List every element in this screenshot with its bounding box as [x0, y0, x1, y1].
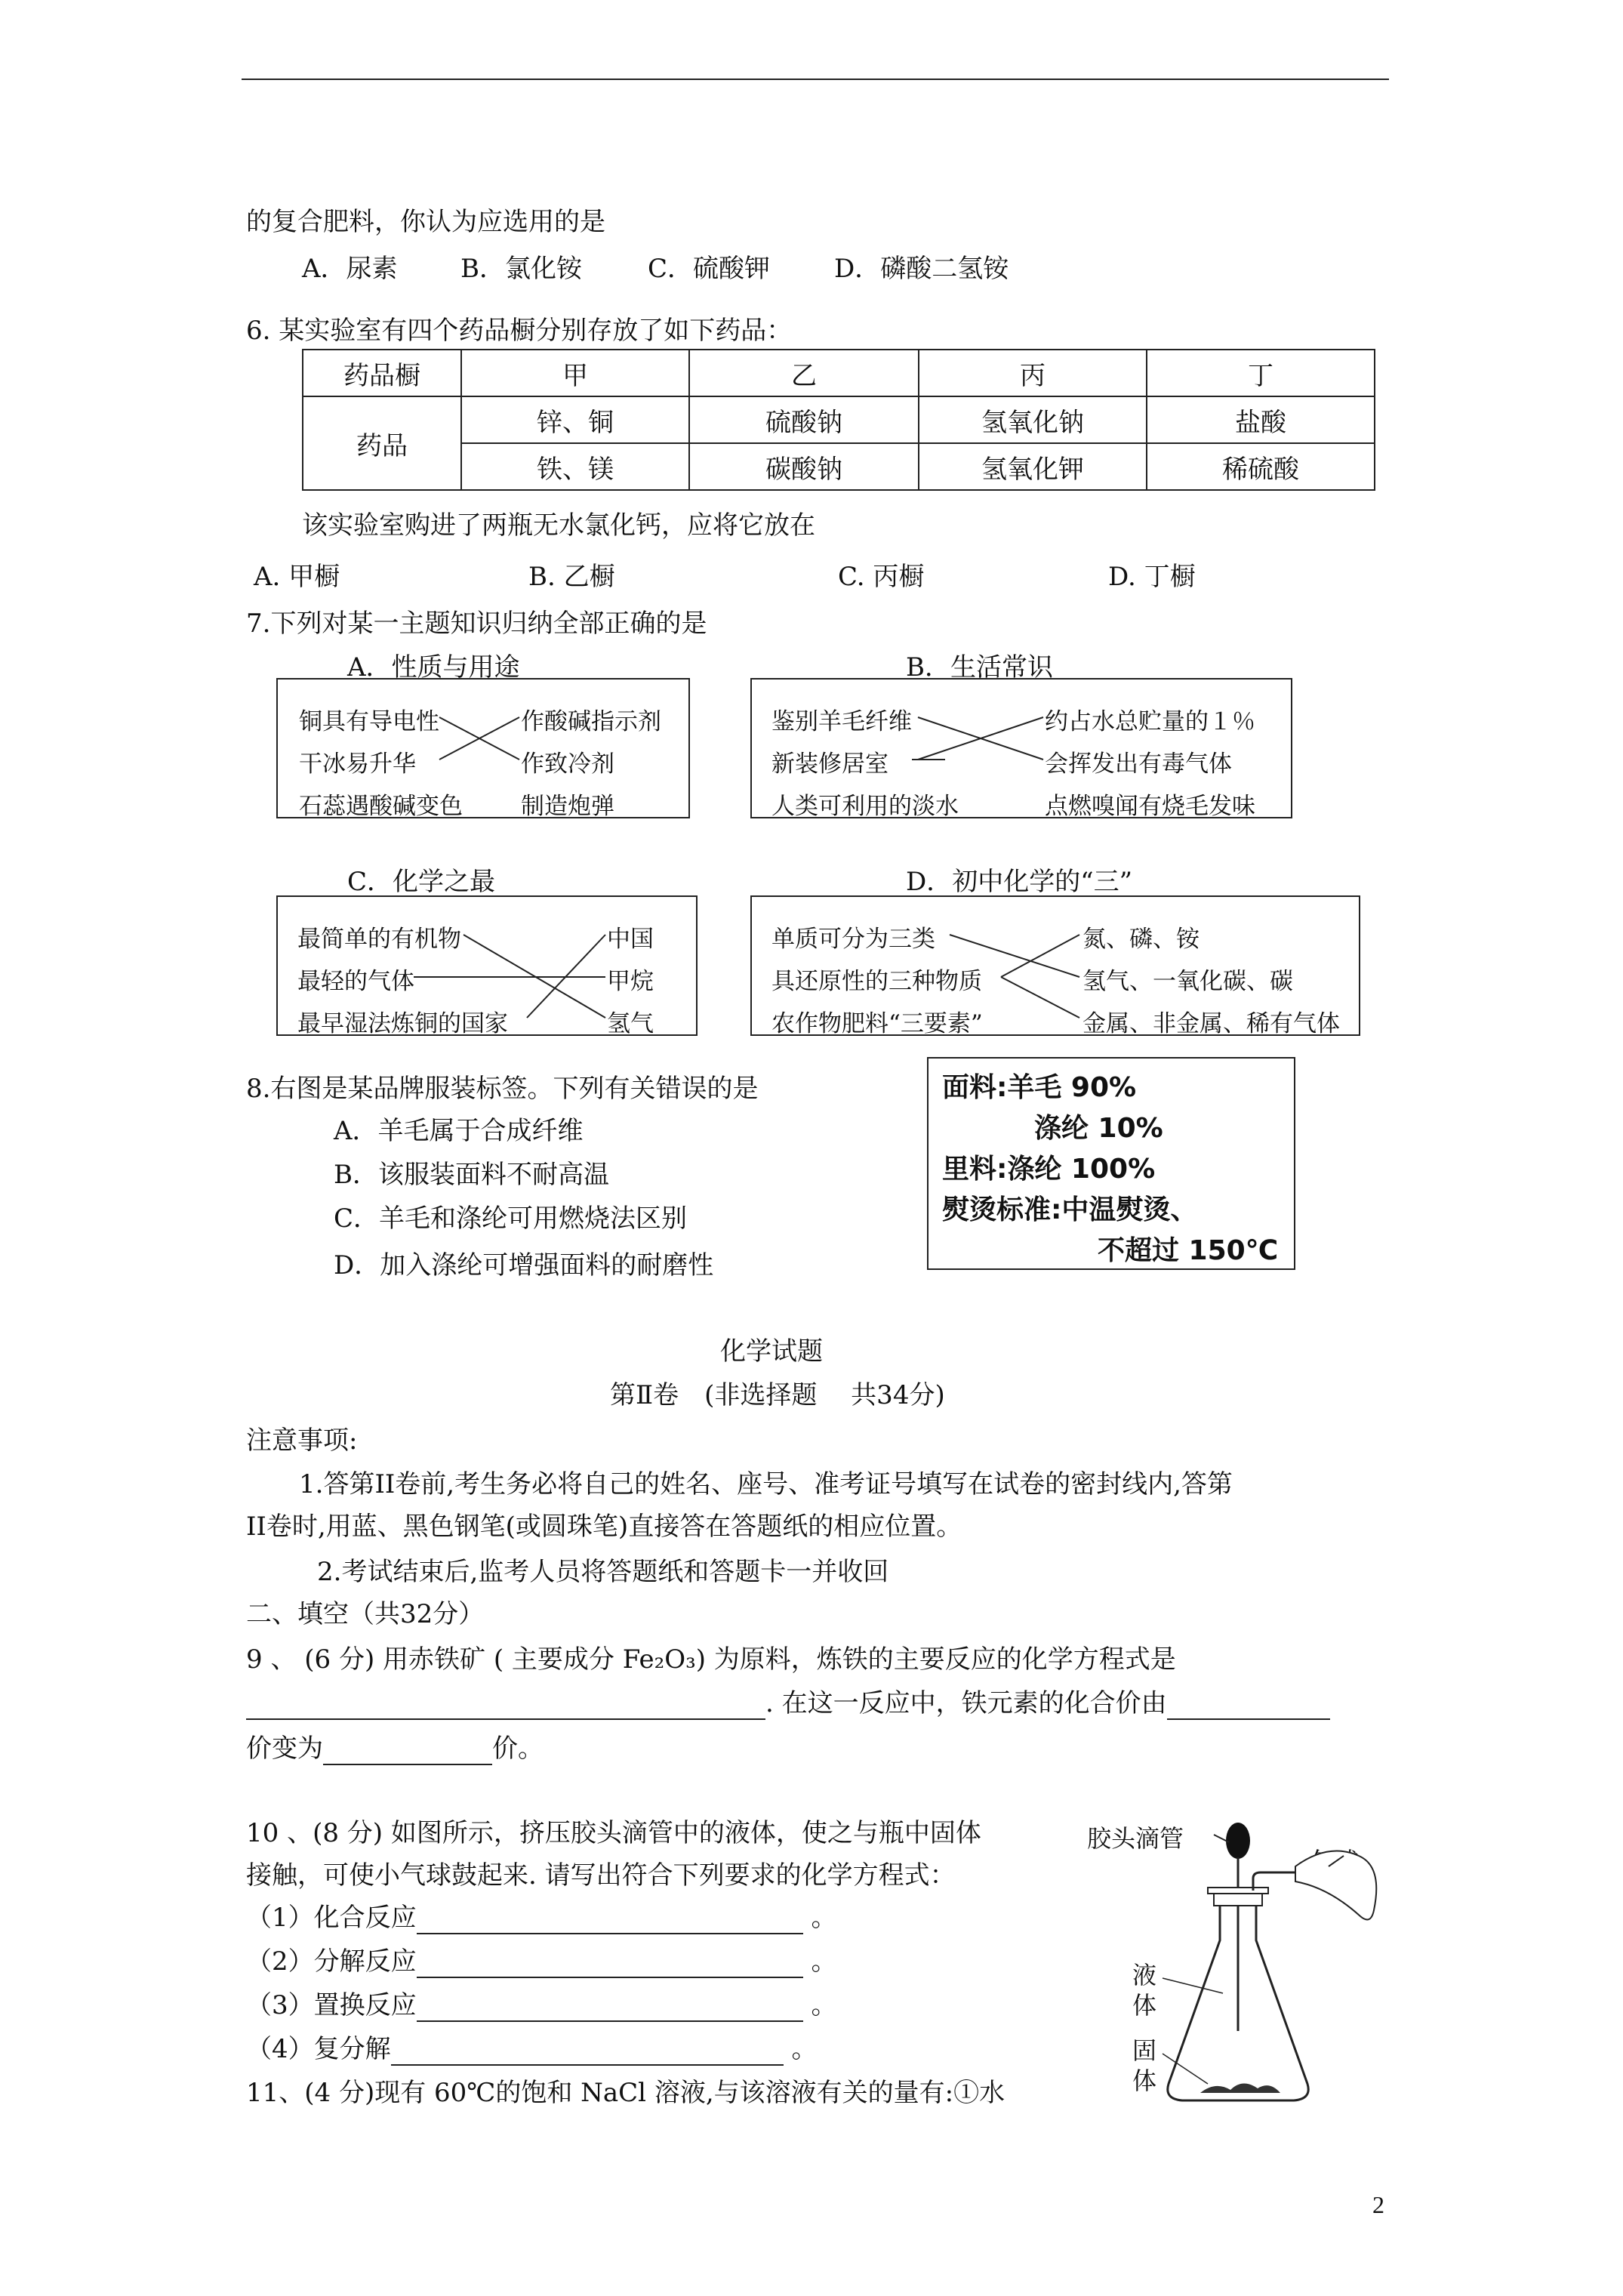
q5-stem: 的复合肥料，你认为应选用的是	[246, 207, 605, 237]
q7-a-right-3: 制造炮弹	[521, 793, 614, 818]
clothing-label	[927, 1057, 1295, 1270]
table-header-cell: 乙	[689, 350, 919, 396]
q11-line1: 11、(4 分)现有 60℃的饱和 NaCl 溶液,与该溶液有关的量有:①水	[246, 2078, 1006, 2108]
q10-line1: 10 、(8 分) 如图所示，挤压胶头滴管中的液体，使之与瓶中固体	[246, 1818, 981, 1848]
q7-b-left-3: 人类可利用的淡水	[771, 793, 959, 818]
stopper-top	[1208, 1888, 1268, 1894]
answer-blank[interactable]	[417, 1903, 803, 1934]
answer-blank[interactable]	[1167, 1688, 1330, 1720]
q7-c-left-1: 最简单的有机物	[297, 926, 461, 953]
q7-c-left-3: 最早湿法炼铜的国家	[297, 1010, 508, 1036]
figure-label-dropper: 胶头滴管	[1087, 1824, 1184, 1853]
q7-c-right-2: 甲烷	[607, 968, 654, 995]
table-cell: 氢氧化钠	[919, 396, 1147, 443]
q9-line2	[246, 1682, 1330, 1720]
q5-option-c: C．硫酸钾	[648, 254, 771, 284]
table-cell: 稀硫酸	[1147, 443, 1375, 490]
q10-line2: 接触，可使小气球鼓起来. 请写出符合下列要求的化学方程式：	[246, 1860, 956, 1891]
q7-a-right-1: 作酸碱指示剂	[521, 708, 661, 735]
q9-line3-b: 价。	[492, 1734, 544, 1764]
q8-option-b: B．该服装面料不耐高温	[334, 1160, 609, 1190]
q7-d-left-2: 具还原性的三种物质	[771, 968, 982, 995]
q7-a-title: A．性质与用途	[347, 652, 520, 683]
q5-option-a: A．尿素	[302, 254, 398, 284]
table-cell: 氢氧化钾	[919, 443, 1147, 490]
q8-option-d: D．加入涤纶可增强面料的耐磨性	[334, 1250, 714, 1281]
q6-option-b: B. 乙橱	[528, 562, 615, 592]
q7-b-title: B．生活常识	[906, 652, 1053, 683]
answer-blank[interactable]	[323, 1734, 492, 1765]
q6-option-d: D. 丁橱	[1108, 562, 1196, 592]
table-header-cell: 药品橱	[303, 350, 461, 396]
page-number: 2	[1372, 2191, 1384, 2218]
note-1b: II卷时,用蓝、黑色钢笔(或圆珠笔)直接答在答题纸的相应位置。	[246, 1512, 962, 1542]
notes-title: 注意事项:	[246, 1425, 358, 1456]
q9-line2-text: . 在这一反应中，铁元素的化合价由	[765, 1688, 1167, 1718]
section-title: 化学试题	[720, 1336, 823, 1367]
q7-c-lines	[278, 897, 696, 1034]
answer-blank[interactable]	[246, 1688, 765, 1720]
q10-item-4	[246, 2028, 817, 2066]
q7-b-right-3: 点燃嗅闻有烧毛发味	[1045, 793, 1255, 818]
q5-option-b: B．氯化铵	[460, 254, 582, 284]
q9-line3-a: 价变为	[246, 1734, 323, 1764]
q7-d-right-2: 氢气、一氧化碳、碳	[1083, 968, 1293, 995]
label-line-5: 不超过 150℃	[1098, 1235, 1279, 1266]
table-cell: 铁、镁	[461, 443, 689, 490]
q7-a-lines	[278, 680, 688, 817]
q6-stem: 6. 某实验室有四个药品橱分别存放了如下药品：	[246, 316, 793, 346]
note-2: 2.考试结束后,监考人员将答题纸和答题卡一并收回	[317, 1557, 889, 1587]
label-line-4: 熨烫标准:中温熨烫、	[942, 1194, 1198, 1225]
note-1a: 1.答第II卷前,考生务必将自己的姓名、座号、准考证号填写在试卷的密封线内,答第	[299, 1469, 1233, 1499]
table-cell: 锌、铜	[461, 396, 689, 443]
table-cell: 硫酸钠	[689, 396, 919, 443]
table-header-cell: 甲	[461, 350, 689, 396]
solid-material	[1200, 2083, 1280, 2093]
q7-b-right-1: 约占水总贮量的１％	[1045, 708, 1255, 735]
medicine-table	[302, 349, 1375, 491]
figure-label-solid: 固体	[1132, 2036, 1157, 2095]
q5-option-d: D．磷酸二氢铵	[834, 254, 1009, 284]
q7-c-right-3: 氢气	[607, 1010, 654, 1036]
q7-d-title: D．初中化学的“三”	[906, 867, 1133, 897]
label-line-1: 面料:羊毛 90%	[942, 1072, 1137, 1103]
q8-option-c: C．羊毛和涤纶可用燃烧法区别	[334, 1203, 688, 1234]
flask-figure	[1147, 1812, 1397, 2129]
q9-line1: 9 、 (6 分) 用赤铁矿 ( 主要成分 Fe₂O₃) 为原料，炼铁的主要反应的化学方程式是	[246, 1644, 1176, 1675]
q10-item-label: （3）置换反应	[246, 1990, 417, 2020]
q7-a-left-1: 铜具有导电性	[299, 708, 439, 735]
q7-b-box	[750, 678, 1292, 818]
q7-a-right-2: 作致冷剂	[521, 750, 614, 778]
q10-item-1	[246, 1897, 836, 1934]
answer-blank[interactable]	[417, 1990, 803, 2022]
dropper-bulb-icon	[1226, 1823, 1250, 1859]
q7-a-left-3: 石蕊遇酸碱变色	[299, 793, 463, 818]
q7-c-box	[276, 895, 698, 1036]
q7-b-left-1: 鉴别羊毛纤维	[771, 708, 912, 735]
section-subtitle: 第Ⅱ卷 (非选择题 共34分)	[610, 1380, 945, 1410]
period: 。	[811, 1946, 837, 1977]
q8-option-a: A．羊毛属于合成纤维	[334, 1116, 584, 1146]
table-cell: 盐酸	[1147, 396, 1375, 443]
q6-option-a: A. 甲橱	[254, 562, 340, 592]
q7-d-left-1: 单质可分为三类	[771, 926, 935, 953]
liquid-pointer	[1163, 1978, 1223, 1993]
q6-option-c: C. 丙橱	[838, 562, 925, 592]
q10-item-label: （4）复分解	[246, 2034, 391, 2064]
table-cell: 碳酸钠	[689, 443, 919, 490]
table-row	[303, 443, 1375, 490]
figure-label-liquid: 液体	[1132, 1961, 1157, 2020]
q7-d-right-3: 金属、非金属、稀有气体	[1083, 1010, 1340, 1036]
q9-line3	[246, 1727, 544, 1765]
q7-d-box	[750, 895, 1360, 1036]
q7-b-lines	[752, 680, 1291, 817]
table-header-cell: 丁	[1147, 350, 1375, 396]
table-row-label: 药品	[303, 396, 461, 490]
part-title: 二、填空（共32分）	[246, 1599, 485, 1629]
q10-item-label: （2）分解反应	[246, 1946, 417, 1977]
table-header-cell: 丙	[919, 350, 1147, 396]
table-row	[303, 396, 1375, 443]
header-rule	[242, 79, 1389, 80]
q10-item-label: （1）化合反应	[246, 1903, 417, 1933]
period: 。	[811, 1903, 837, 1933]
q7-stem: 7.下列对某一主题知识归纳全部正确的是	[246, 609, 707, 639]
q10-item-2	[246, 1940, 836, 1978]
q7-c-title: C．化学之最	[347, 867, 496, 897]
q10-item-3	[246, 1984, 836, 2022]
q7-d-right-1: 氮、磷、铵	[1083, 926, 1200, 953]
q7-b-left-2: 新装修居室	[771, 750, 888, 778]
period: 。	[791, 2034, 818, 2064]
label-line-2: 涤纶 10%	[1034, 1113, 1163, 1144]
answer-blank[interactable]	[391, 2034, 784, 2066]
q7-a-box	[276, 678, 690, 818]
q7-d-lines	[752, 897, 1359, 1034]
q7-c-right-1: 中国	[607, 926, 654, 953]
q7-a-left-2: 干冰易升华	[299, 750, 416, 778]
label-line-3: 里料:涤纶 100%	[942, 1154, 1156, 1185]
q7-c-left-2: 最轻的气体	[297, 968, 414, 995]
table-header-row	[303, 350, 1375, 396]
period: 。	[811, 1990, 837, 2020]
q8-stem: 8.右图是某品牌服装标签。下列有关错误的是	[246, 1074, 759, 1104]
q7-d-left-3: 农作物肥料“三要素”	[771, 1010, 983, 1036]
q7-b-right-2: 会挥发出有毒气体	[1045, 750, 1232, 778]
q6-follow: 该实验室购进了两瓶无水氯化钙，应将它放在	[302, 510, 815, 541]
answer-blank[interactable]	[417, 1946, 803, 1978]
